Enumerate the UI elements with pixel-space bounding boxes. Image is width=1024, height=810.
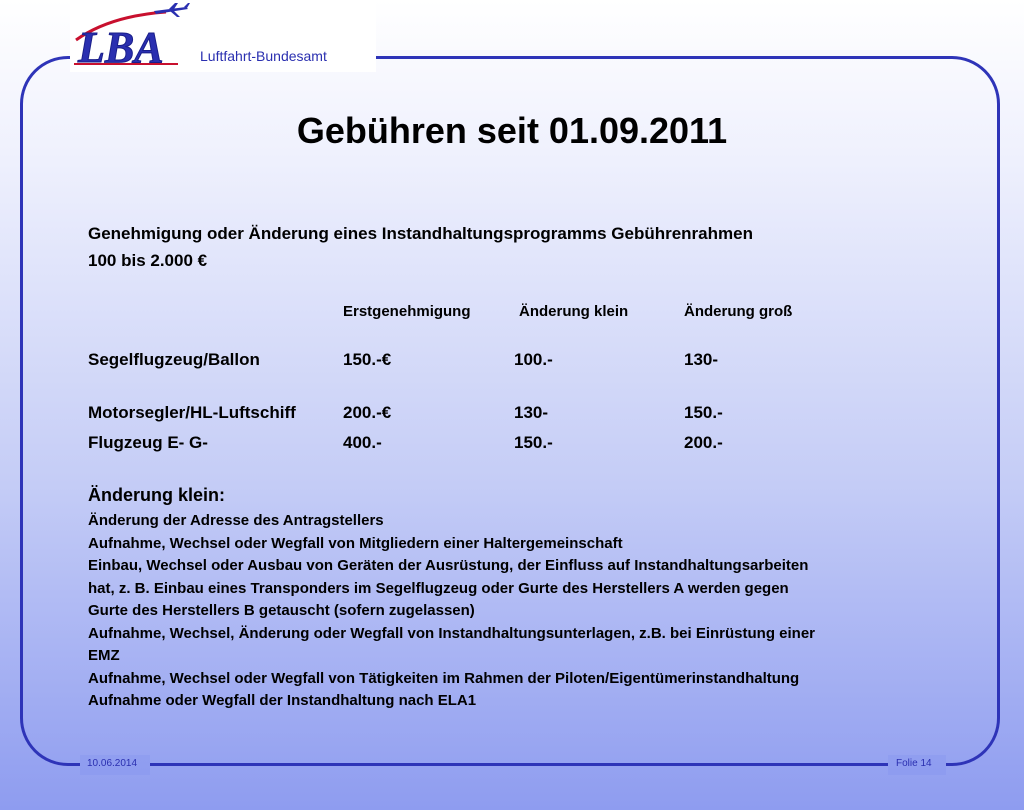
definition-line: Aufnahme, Wechsel oder Wegfall von Mitgliedern einer Haltergemeinschaft bbox=[88, 534, 623, 552]
definition-line: Aufnahme, Wechsel, Änderung oder Wegfall von Instandhaltungsunterlagen, z.B. bei Einrüstung einer bbox=[88, 624, 816, 642]
definition-title: Änderung klein: bbox=[88, 485, 226, 505]
column-header-aenderung-klein: Änderung klein bbox=[519, 303, 629, 320]
cell-flugzeug-klein: 150.- bbox=[514, 433, 553, 452]
footer-date: 10.06.2014 bbox=[87, 758, 138, 769]
cell-segelflugzeug-gross: 130- bbox=[684, 350, 719, 369]
intro-line-1: Genehmigung oder Änderung eines Instandhaltungsprogramms Gebührenrahmen bbox=[88, 224, 753, 243]
logo-text: LBA bbox=[78, 23, 164, 72]
definition-line: EMZ bbox=[88, 647, 120, 664]
definition-line: Aufnahme oder Wegfall der Instandhaltung nach ELA1 bbox=[88, 692, 477, 709]
definition-line: Änderung der Adresse des Antragstellers bbox=[88, 512, 384, 529]
cell-motorsegler-klein: 130- bbox=[514, 403, 549, 422]
definition-list bbox=[88, 510, 938, 713]
lba-logo bbox=[70, 2, 200, 72]
cell-motorsegler-erst: 200.-€ bbox=[343, 403, 392, 422]
cell-segelflugzeug-erst: 150.-€ bbox=[343, 350, 392, 369]
definition-line: Einbau, Wechsel oder Ausbau von Geräten der Ausrüstung, der Einfluss auf Instandhaltungsarbeiten bbox=[88, 557, 809, 574]
footer-page-number: Folie 14 bbox=[896, 758, 932, 769]
cell-segelflugzeug-klein: 100.- bbox=[514, 350, 553, 369]
definition-line: Gurte des Herstellers B getauscht (sofern zugelassen) bbox=[88, 602, 475, 619]
intro-line-2: 100 bis 2.000 € bbox=[88, 251, 208, 270]
header-logo-area bbox=[70, 2, 376, 72]
cell-motorsegler-gross: 150.- bbox=[684, 403, 723, 422]
intro-text bbox=[88, 220, 753, 274]
definition-line: Aufnahme, Wechsel oder Wegfall von Tätigkeiten im Rahmen der Piloten/Eigentümerinstandhaltung bbox=[88, 669, 800, 687]
cell-flugzeug-erst: 400.- bbox=[343, 433, 382, 452]
organization-name: Luftfahrt-Bundesamt bbox=[200, 48, 327, 64]
row-label-segelflugzeug: Segelflugzeug/Ballon bbox=[88, 350, 260, 369]
column-header-aenderung-gross: Änderung groß bbox=[684, 303, 793, 320]
row-label-flugzeug: Flugzeug E- G- bbox=[88, 433, 208, 452]
row-label-motorsegler: Motorsegler/HL-Luftschiff bbox=[88, 403, 296, 422]
definition-line: hat, z. B. Einbau eines Transponders im Segelflugzeug oder Gurte des Herstellers A werden gegen bbox=[88, 579, 789, 597]
cell-flugzeug-gross: 200.- bbox=[684, 433, 723, 452]
page-title: Gebühren seit 01.09.2011 bbox=[296, 110, 728, 151]
column-header-erstgenehmigung: Erstgenehmigung bbox=[343, 303, 471, 320]
